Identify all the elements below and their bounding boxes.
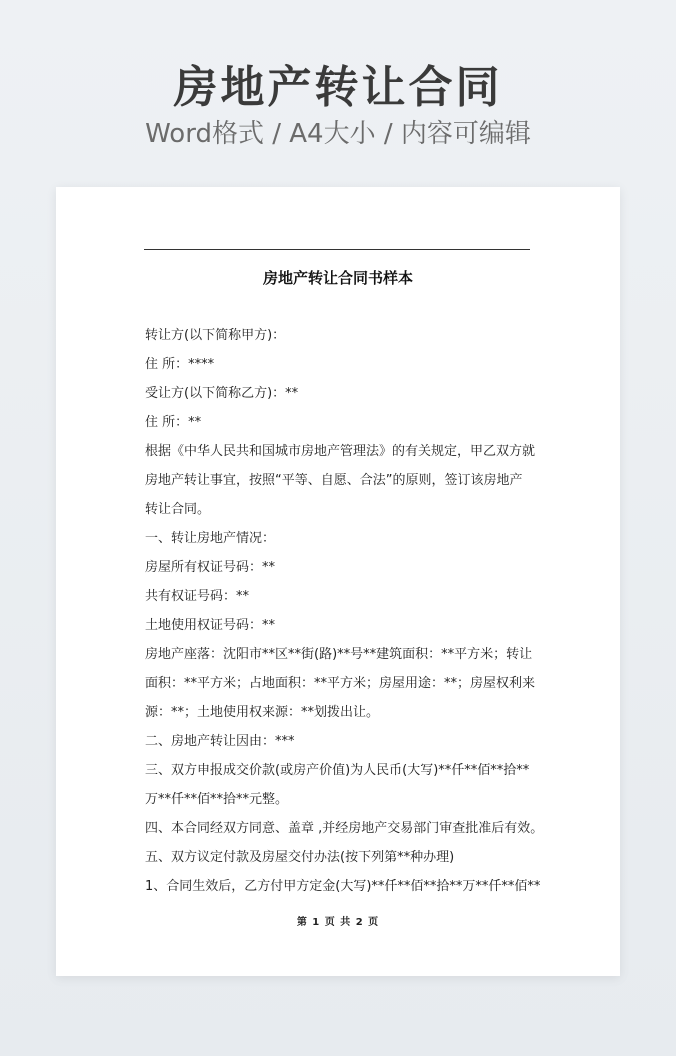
body-line: 转让合同。	[145, 502, 211, 517]
body-line: 土地使用权证号码：**	[145, 618, 276, 633]
body-line: 住 所：****	[145, 357, 215, 372]
header-subtitle: Word格式 / A4大小 / 内容可编辑	[145, 119, 531, 149]
body-line: 二、房地产转让因由：***	[145, 734, 295, 749]
body-line: 一、转让房地产情况：	[145, 531, 276, 546]
body-line: 房地产座落：沈阳市**区**街(路)**号**建筑面积：**平方米；转让	[145, 647, 533, 662]
body-line: 受让方(以下简称乙方)：**	[145, 386, 299, 401]
page-number: 第 1 页 共 2 页	[296, 917, 380, 928]
body-line: 房屋所有权证号码：**	[145, 560, 276, 575]
body-line: 面积：**平方米；占地面积：**平方米；房屋用途：**；房屋权利来	[145, 676, 536, 691]
body-line: 三、双方申报成交价款(或房产价值)为人民币(大写)**仟**佰**拾**	[145, 763, 530, 778]
body-line: 四、本合同经双方同意、盖章 ,并经房地产交易部门审查批准后有效。	[145, 821, 544, 836]
body-line: 五、双方议定付款及房屋交付办法(按下列第**种办理)	[145, 850, 455, 865]
body-line: 共有权证号码：**	[145, 589, 250, 604]
top-divider	[144, 249, 530, 250]
document-body	[145, 321, 544, 901]
body-line: 源：**；土地使用权来源：**划拨出让。	[145, 705, 380, 720]
body-line: 1、合同生效后，乙方付甲方定金(大写)**仟**佰**拾**万**仟**佰**	[145, 879, 541, 894]
body-line: 根据《中华人民共和国城市房地产管理法》的有关规定，甲乙双方就	[145, 444, 536, 459]
body-line: 房地产转让事宜，按照“平等、自愿、合法”的原则，签订该房地产	[145, 473, 523, 488]
body-line: 转让方(以下简称甲方)：	[145, 328, 286, 343]
body-line: 万**仟**佰**拾**元整。	[145, 792, 289, 807]
document-title: 房地产转让合同书样本	[262, 269, 413, 287]
header-title: 房地产转让合同	[173, 62, 503, 113]
body-line: 住 所：**	[145, 415, 202, 430]
document-page	[56, 187, 620, 976]
